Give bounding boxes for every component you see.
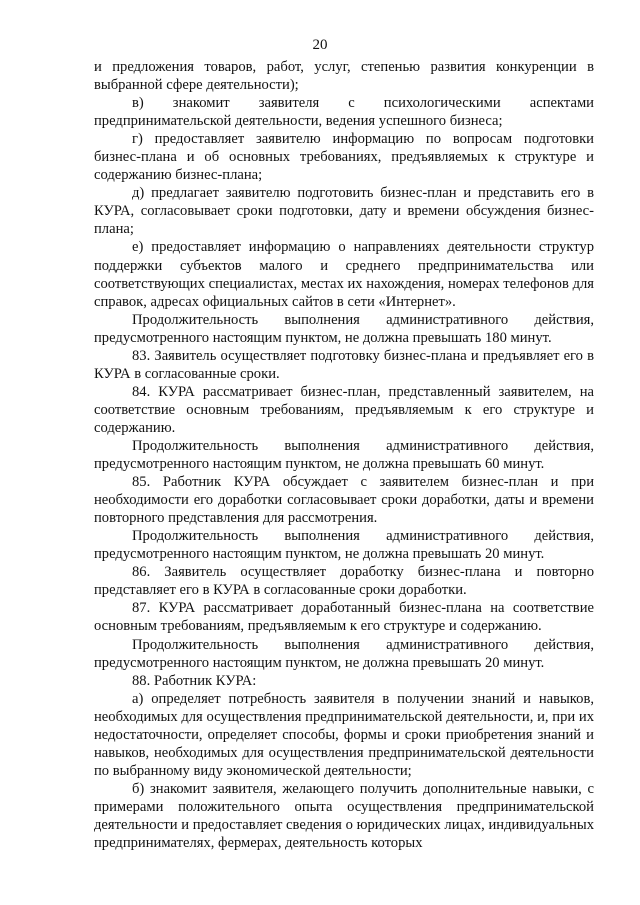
paragraph-88-b: б) знакомит заявителя, желающего получить дополнительные навыки, с примерами положительного опыта осуществления предпринимательской деятельности и предоставляет сведения о юридических лицах, индивидуальных предпринимателях, фермерах, деятельность которых bbox=[94, 780, 594, 852]
paragraph-item-v: в) знакомит заявителя с психологическими аспектами предпринимательской деятельности, ведения успешного бизнеса; bbox=[94, 95, 594, 130]
paragraph-87: 87. КУРА рассматривает доработанный бизнес-плана на соответствие основным требованиям, предъявляемым к его структуре и содержанию. bbox=[94, 600, 594, 635]
paragraph-84: 84. КУРА рассматривает бизнес-план, представленный заявителем, на соответствие основным требованиям, предъявляемым к его структуре и содержанию. bbox=[94, 383, 594, 436]
paragraph-86: 86. Заявитель осуществляет доработку бизнес-плана и повторно представляет его в КУРА в согласованные сроки доработки. bbox=[94, 564, 594, 599]
document-body bbox=[94, 58, 594, 852]
paragraph-duration-20-a: Продолжительность выполнения административного действия, предусмотренного настоящим пунктом, не должна превышать 20 минут. bbox=[94, 528, 594, 563]
page-number: 20 bbox=[312, 37, 328, 53]
paragraph-88-a: а) определяет потребность заявителя в получении знаний и навыков, необходимых для осуществления предпринимательской деятельности, и, при их недостаточности, определяет способы, формы и сроки приобретения знаний и навыков, необходимых для осуществления предпринимательской деятельности по выбранному виду экономической деятельности; bbox=[94, 690, 594, 779]
paragraph-duration-180: Продолжительность выполнения административного действия, предусмотренного настоящим пунктом, не должна превышать 180 минут. bbox=[94, 311, 594, 346]
paragraph-duration-20-b: Продолжительность выполнения административного действия, предусмотренного настоящим пунктом, не должна превышать 20 минут. bbox=[94, 636, 594, 671]
paragraph-item-e: е) предоставляет информацию о направлениях деятельности структур поддержки субъектов малого и среднего предпринимательства или соответствующих специалистах, местах их нахождения, номерах телефонов для справок, адресах официальных сайтов в сети «Интернет». bbox=[94, 239, 594, 310]
paragraph-83: 83. Заявитель осуществляет подготовку бизнес-плана и предъявляет его в КУРА в согласованные сроки. bbox=[94, 347, 594, 382]
paragraph-duration-60: Продолжительность выполнения административного действия, предусмотренного настоящим пунктом, не должна превышать 60 минут. bbox=[94, 437, 594, 473]
paragraph-88: 88. Работник КУРА: bbox=[132, 672, 257, 689]
paragraph-item-g: г) предоставляет заявителю информацию по вопросам подготовки бизнес-плана и об основных требованиях, предъявляемых к структуре и содержанию бизнес-плана; bbox=[94, 131, 594, 184]
paragraph-85: 85. Работник КУРА обсуждает с заявителем бизнес-план и при необходимости его доработки согласовывает сроки доработки, даты и времени повторного представления для рассмотрения. bbox=[94, 474, 594, 527]
paragraph-item-d: д) предлагает заявителю подготовить бизнес-план и представить его в КУРА, согласовывает сроки подготовки, дату и времени обсуждения бизнес-плана; bbox=[94, 185, 594, 238]
paragraph-continuation: и предложения товаров, работ, услуг, степенью развития конкуренции в выбранной сфере деятельности); bbox=[94, 59, 594, 94]
